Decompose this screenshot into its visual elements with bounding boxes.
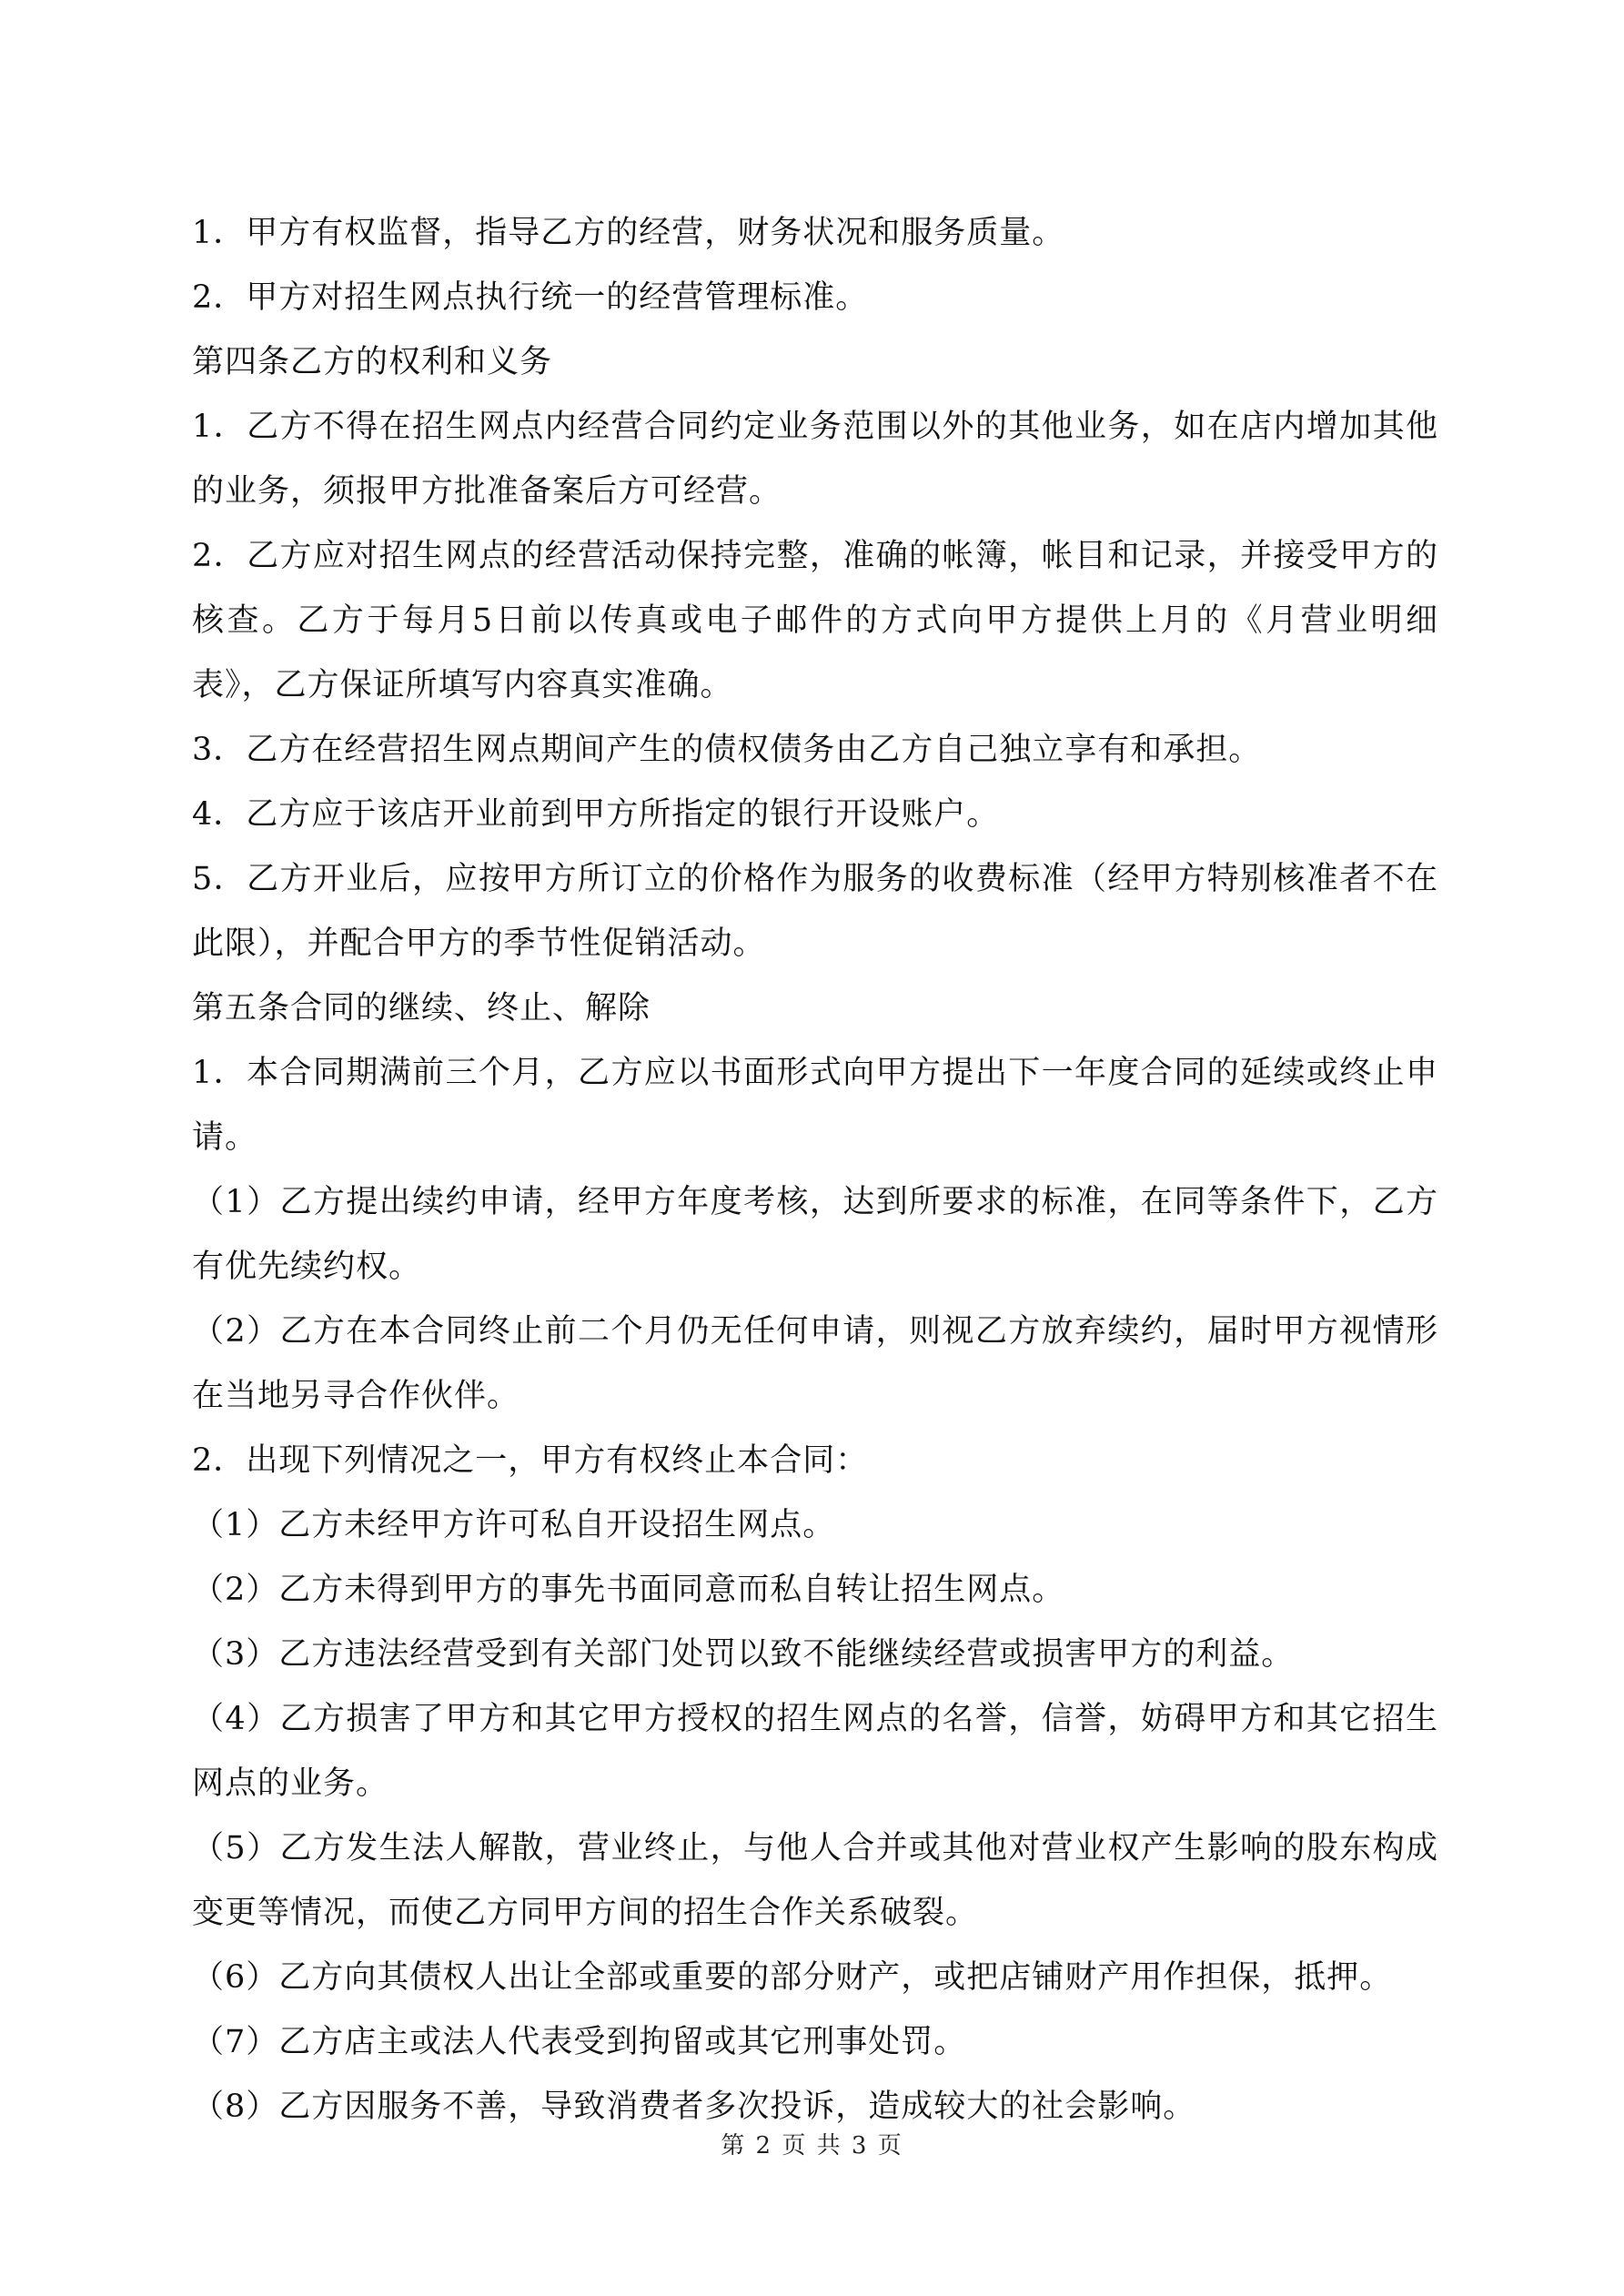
paragraph-20: （7）乙方店主或法人代表受到拘留或其它刑事处罚。 [192,2024,967,2060]
paragraph-16: （3）乙方违法经营受到有关部门处罚以致不能继续经营或损害甲方的利益。 [192,1636,1295,1673]
paragraph-2: 2．甲方对招生网点执行统一的经营管理标准。 [192,279,869,316]
paragraph-17: （4）乙方损害了甲方和其它甲方授权的招生网点的名誉，信誉，妨碍甲方和其它招生网点的业务。 [192,1701,1438,1802]
paragraph-6: 3．乙方在经营招生网点期间产生的债权债务由乙方自己独立享有和承担。 [192,732,1262,768]
paragraph-12: （2）乙方在本合同终止前二个月仍无任何申请，则视乙方放弃续约，届时甲方视情形在当地另寻合作伙伴。 [192,1313,1438,1414]
paragraph-14: （1）乙方未经甲方许可私自开设招生网点。 [192,1507,836,1543]
paragraph-4: 1．乙方不得在招生网点内经营合同约定业务范围以外的其他业务，如在店内增加其他的业务，须报甲方批准备案后方可经营。 [192,409,1438,510]
paragraph-7: 4．乙方应于该店开业前到甲方所指定的银行开设账户。 [192,796,1000,833]
page-footer: 第 2 页 共 3 页 [721,2132,903,2159]
paragraph-5: 2．乙方应对招生网点的经营活动保持完整，准确的帐簿，帐目和记录，并接受甲方的核查。乙方于每月5日前以传真或电子邮件的方式向甲方提供上月的《月营业明细表》，乙方保证所填写内容真实准确。 [192,538,1438,703]
paragraph-13: 2．出现下列情况之一，甲方有权终止本合同： [192,1442,869,1479]
section-heading-article-5: 第五条合同的继续、终止、解除 [192,990,651,1027]
section-heading-article-4: 第四条乙方的权利和义务 [192,344,553,380]
paragraph-15: （2）乙方未得到甲方的事先书面同意而私自转让招生网点。 [192,1572,1065,1608]
paragraph-21: （8）乙方因服务不善，导致消费者多次投诉，造成较大的社会影响。 [192,2089,1196,2125]
paragraph-1: 1．甲方有权监督，指导乙方的经营，财务状况和服务质量。 [192,215,1065,251]
paragraph-8: 5．乙方开业后，应按甲方所订立的价格作为服务的收费标准（经甲方特别核准者不在此限），并配合甲方的季节性促销活动。 [192,861,1438,962]
paragraph-11: （1）乙方提出续约申请，经甲方年度考核，达到所要求的标准，在同等条件下，乙方有优先续约权。 [192,1184,1438,1285]
paragraph-18: （5）乙方发生法人解散，营业终止，与他人合并或其他对营业权产生影响的股东构成变更等情况，而使乙方同甲方间的招生合作关系破裂。 [192,1830,1438,1931]
paragraph-19: （6）乙方向其债权人出让全部或重要的部分财产，或把店铺财产用作担保，抵押。 [192,1959,1393,1996]
paragraph-10: 1．本合同期满前三个月，乙方应以书面形式向甲方提出下一年度合同的延续或终止申请。 [192,1055,1438,1156]
document-body [192,201,1438,2139]
